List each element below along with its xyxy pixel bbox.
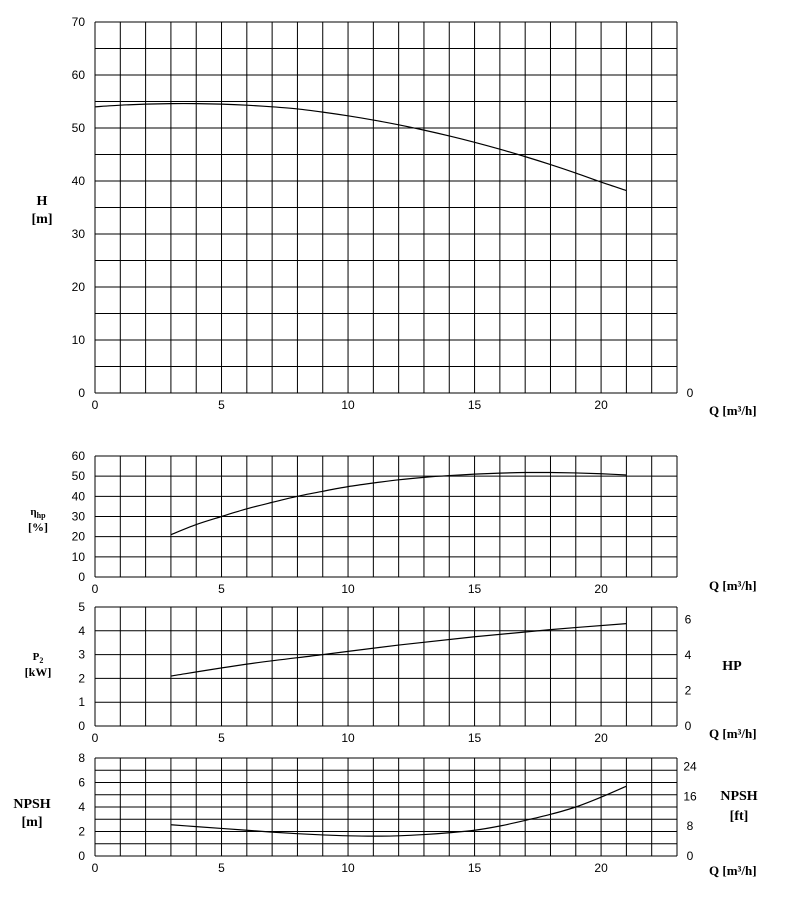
- npsh-y-axis-unit: [m]: [21, 815, 43, 830]
- head-curve: [95, 104, 626, 191]
- power-x-tick-label: 5: [218, 731, 225, 745]
- power-right-tick-label: 2: [684, 683, 692, 698]
- head-x-tick-label: 0: [91, 398, 99, 412]
- efficiency-y-tick-label: 30: [71, 509, 85, 524]
- power-y-tick-label: 3: [78, 647, 85, 662]
- efficiency-x-tick-label: 15: [467, 582, 482, 596]
- head-x-tick-label: 20: [594, 398, 608, 412]
- head-y-tick-label: 10: [71, 333, 85, 347]
- head-right-tick-label: 0: [686, 386, 694, 400]
- efficiency-y-tick-label: 0: [78, 570, 85, 584]
- npsh-right-axis-title: NPSH: [720, 789, 758, 804]
- npsh-right-axis-unit: [ft]: [729, 809, 749, 824]
- head-y-tick-label: 70: [71, 15, 85, 29]
- power-y-tick-label: 4: [78, 623, 85, 638]
- power-right-tick-label: 6: [684, 612, 692, 627]
- power-y-axis-title: $P_2$: [32, 651, 44, 665]
- npsh-x-tick-label: 15: [467, 861, 482, 875]
- efficiency-y-axis-unit: [%]: [28, 520, 48, 534]
- head-x-tick-label: 15: [467, 398, 482, 412]
- power-y-tick-label: 1: [78, 695, 85, 710]
- efficiency-y-tick-label: 60: [71, 449, 85, 463]
- power-x-tick-label: 0: [91, 731, 99, 745]
- npsh-y-tick-label: 6: [78, 775, 85, 790]
- npsh-x-tick-label: 20: [594, 861, 608, 875]
- power-y-tick-label: 2: [78, 671, 85, 686]
- efficiency-y-tick-label: 50: [71, 469, 85, 484]
- npsh-y-tick-label: 4: [78, 800, 85, 814]
- npsh-y-tick-label: 8: [78, 751, 85, 765]
- head-y-tick-label: 50: [71, 121, 85, 135]
- npsh-y-tick-label: 2: [78, 824, 85, 839]
- efficiency-x-axis-title: Q [m³/h]: [709, 578, 757, 593]
- power-right-tick-label: 4: [684, 648, 692, 663]
- power-x-axis-title: Q [m³/h]: [709, 726, 757, 741]
- power-right-tick-label: 0: [684, 719, 692, 733]
- npsh-y-axis-title: NPSH: [13, 797, 51, 812]
- head-y-tick-label: 40: [71, 174, 85, 188]
- head-y-tick-label: 30: [71, 227, 85, 241]
- power-y-tick-label: 0: [78, 719, 85, 733]
- efficiency-y-tick-label: 40: [71, 489, 85, 504]
- head-x-tick-label: 5: [218, 398, 225, 412]
- head-y-axis-title: H: [36, 194, 48, 209]
- power-y-axis-unit: [kW]: [24, 665, 52, 679]
- npsh-y-tick-label: 0: [78, 849, 85, 863]
- head-x-tick-label: 10: [341, 398, 355, 412]
- npsh-right-tick-label: 0: [686, 849, 694, 863]
- power-x-tick-label: 20: [594, 731, 608, 745]
- npsh-right-tick-label: 8: [686, 819, 694, 834]
- head-y-tick-label: 60: [71, 68, 85, 82]
- npsh-x-tick-label: 10: [341, 861, 355, 875]
- npsh-x-axis-title: Q [m³/h]: [709, 863, 757, 878]
- head-x-axis-title: Q [m³/h]: [709, 403, 757, 418]
- npsh-right-tick-label: 24: [683, 759, 697, 774]
- npsh-x-tick-label: 0: [91, 861, 99, 875]
- power-right-axis-title: HP: [722, 659, 742, 674]
- efficiency-x-tick-label: 0: [91, 582, 99, 596]
- power-x-tick-label: 15: [467, 731, 482, 745]
- power-y-tick-label: 5: [78, 600, 85, 614]
- head-y-tick-label: 20: [71, 280, 85, 294]
- efficiency-x-tick-label: 20: [594, 582, 608, 596]
- efficiency-x-tick-label: 10: [341, 582, 355, 596]
- efficiency-x-tick-label: 5: [218, 582, 225, 596]
- efficiency-y-tick-label: 10: [71, 549, 85, 564]
- head-y-tick-label: 0: [78, 386, 85, 400]
- power-x-tick-label: 10: [341, 731, 355, 745]
- npsh-x-tick-label: 5: [218, 861, 225, 875]
- efficiency-y-tick-label: 20: [71, 529, 85, 544]
- head-y-axis-unit: [m]: [31, 212, 53, 227]
- efficiency-y-axis-title: $\eta_{hp}$: [30, 506, 46, 520]
- npsh-right-tick-label: 16: [683, 789, 697, 804]
